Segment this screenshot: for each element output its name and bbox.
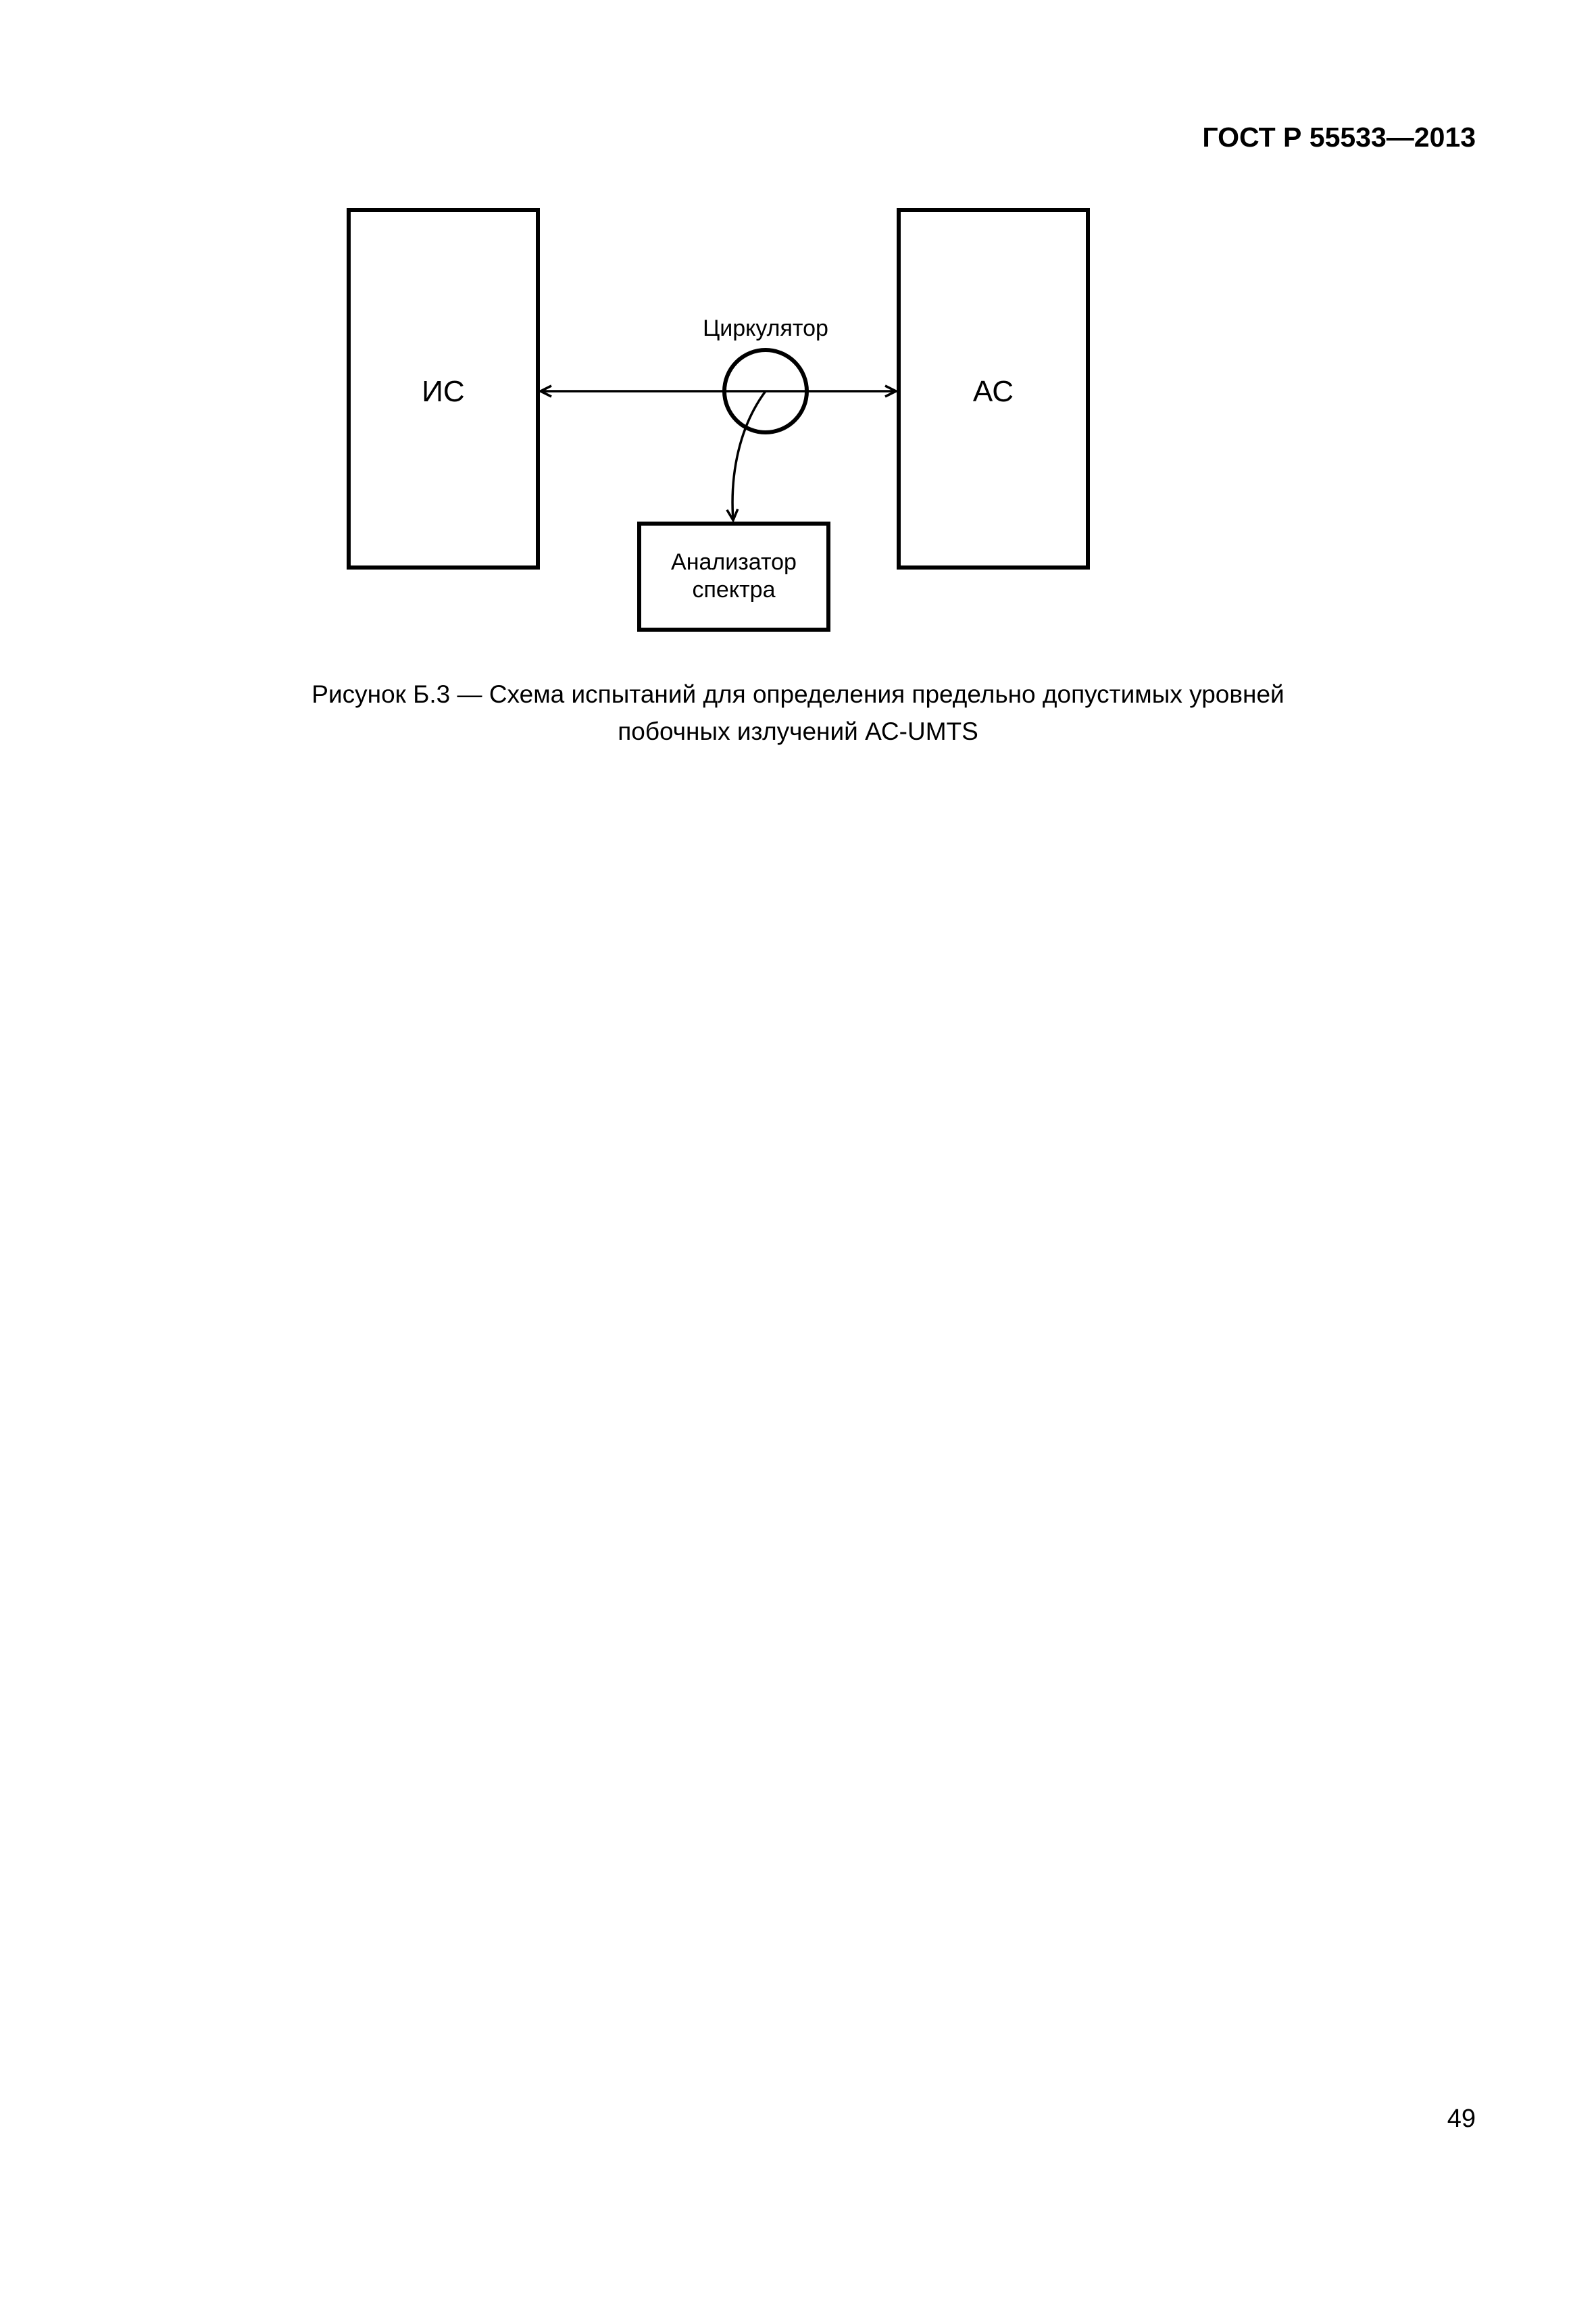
analyzer-label-line1: Анализатор [671,549,797,575]
block-is-label: ИС [422,375,465,408]
page-number: 49 [1447,2105,1476,2133]
analyzer-label-line2: спектра [692,577,776,603]
circulator-label: Циркулятор [703,316,828,341]
test-setup-diagram [0,0,1596,676]
circulator-to-analyzer-arrow [732,391,766,520]
block-as-label: АС [972,375,1014,408]
document-standard-id: ГОСТ Р 55533—2013 [1202,122,1476,153]
figure-caption-line2: побочных излучений АС-UMTS [618,718,978,745]
figure-caption [0,676,1596,750]
figure-caption-line1: Рисунок Б.3 — Схема испытаний для определения предельно допустимых уровней [311,680,1285,708]
